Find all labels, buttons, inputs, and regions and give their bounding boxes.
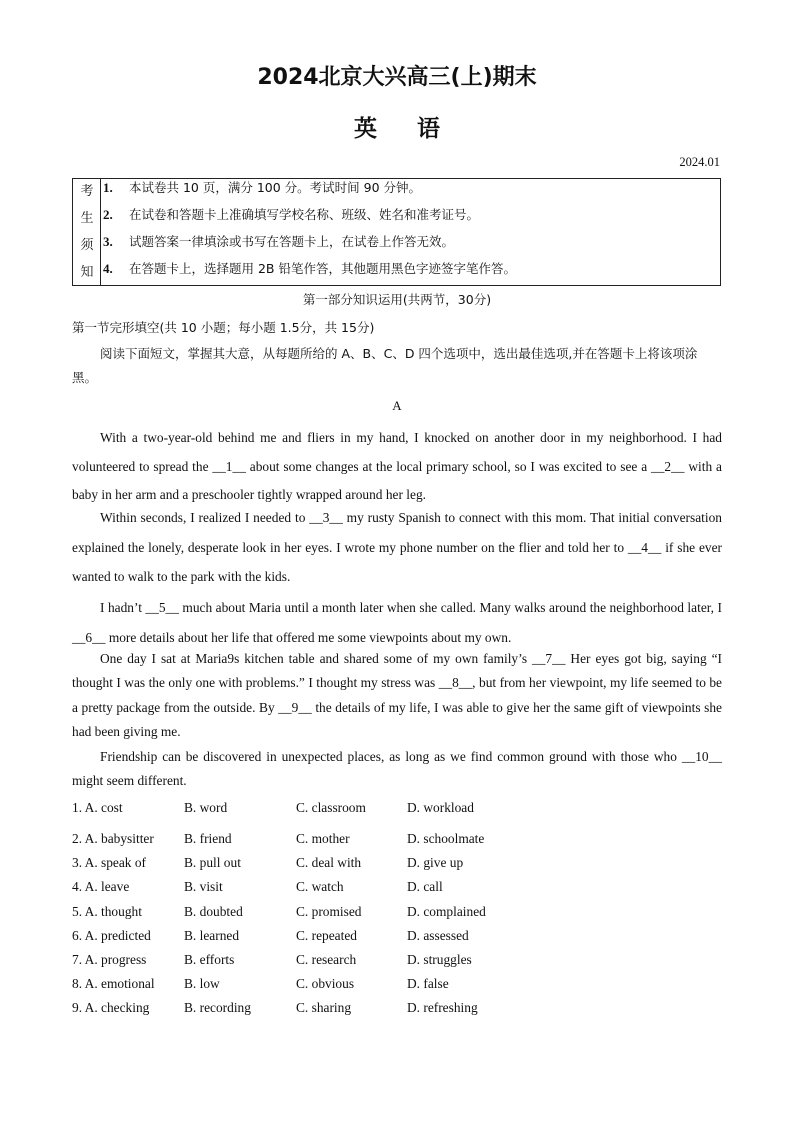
notice-side-char: 知 — [80, 265, 94, 280]
option-d: D. struggles — [407, 952, 472, 967]
question-options — [72, 952, 722, 972]
option-d: D. call — [407, 879, 443, 894]
option-a: 5. A. thought — [72, 904, 142, 919]
option-a: 9. A. checking — [72, 1000, 150, 1015]
instructions: 阅读下面短文，掌握其大意，从每题所给的 A、B、C、D 四个选项中，选出最佳选项,并在答题卡上将该项涂黑。 — [72, 346, 698, 385]
notice-item-text: 试题答案一律填涂或书写在答题卡上，在试卷上作答无效。 — [129, 234, 455, 249]
option-c: C. sharing — [296, 1000, 352, 1015]
question-options — [72, 855, 722, 875]
option-b: B. word — [184, 800, 228, 815]
option-a: 2. A. babysitter — [72, 831, 154, 846]
notice-item-text: 在答题卡上，选择题用 2B 铅笔作答，其他题用黑色字迹签字笔作答。 — [129, 261, 516, 276]
question-options — [72, 800, 722, 820]
question-options — [72, 879, 722, 899]
part-title: 第一部分知识运用(共两节，30分) — [302, 292, 492, 307]
option-b: B. low — [184, 976, 220, 991]
option-b: B. recording — [184, 1000, 251, 1015]
candidate-notice-box — [72, 178, 721, 286]
option-c: C. classroom — [296, 800, 366, 815]
notice-item-text: 在试卷和答题卡上准确填写学校名称、班级、姓名和准考证号。 — [129, 207, 480, 222]
option-c: C. repeated — [296, 928, 357, 943]
notice-item — [101, 179, 421, 206]
notice-item-number: 4. — [103, 261, 113, 276]
option-d: D. refreshing — [407, 1000, 478, 1015]
option-d: D. false — [407, 976, 449, 991]
option-a: 1. A. cost — [72, 800, 123, 815]
option-b: B. friend — [184, 831, 232, 846]
option-a: 7. A. progress — [72, 952, 147, 967]
option-b: B. pull out — [184, 855, 241, 870]
option-c: C. research — [296, 952, 357, 967]
option-b: B. visit — [184, 879, 223, 894]
subject-title: 英 语 — [353, 116, 440, 142]
option-d: D. give up — [407, 855, 464, 870]
option-a: 3. A. speak of — [72, 855, 147, 870]
option-b: B. learned — [184, 928, 240, 943]
notice-item — [101, 260, 516, 287]
notice-side-char: 须 — [80, 238, 94, 253]
option-c: C. mother — [296, 831, 350, 846]
passage-paragraph: I hadn’t __5__ much about Maria until a month later when she called. Many walks around the neighborhood later, I __6__ more details about her life that offered me some viewpoints about my own. — [72, 600, 722, 645]
notice-side-char: 考 — [80, 184, 94, 199]
section-title: 第一节完形填空(共 10 小题；每小题 1.5分，共 15分) — [72, 320, 375, 335]
option-c: C. obvious — [296, 976, 355, 991]
passage-paragraph: With a two-year-old behind me and fliers in my hand, I knocked on another door in my neighborhood. I had volunteered to spread the __1__ about some changes at the local primary school, so I was excited to see a __2__ with a baby in her arm and a preschooler tightly wrapped around her leg. — [72, 430, 722, 502]
notice-item-number: 2. — [103, 207, 113, 222]
notice-item-text: 本试卷共 10 页，满分 100 分。考试时间 90 分钟。 — [129, 180, 422, 195]
question-options — [72, 904, 722, 924]
passage-paragraph: Friendship can be discovered in unexpected places, as long as we find common ground with those who __10__ might seem different. — [72, 749, 722, 788]
passage-paragraph: One day I sat at Maria9s kitchen table and shared some of my own family’s __7__ Her eyes got big, saying “I thought I was the only one with problems.” I thought my stress was __8__, but from her viewpoint, my life seemed to be a pretty package from the outside. By __9__ the details of my life, I was able to give her the same gift of viewpoints she had been giving me. — [72, 651, 722, 740]
option-d: D. assessed — [407, 928, 469, 943]
question-options — [72, 1000, 722, 1020]
notice-item — [101, 206, 479, 233]
passage-paragraph: Within seconds, I realized I needed to __3__ my rusty Spanish to connect with this mom. That initial conversation explained the lonely, desperate look in her eyes. I wrote my phone number on the flier and told her to __4__ if she ever wanted to walk to the park with the kids. — [72, 510, 722, 584]
option-c: C. promised — [296, 904, 362, 919]
option-c: C. watch — [296, 879, 344, 894]
option-d: D. schoolmate — [407, 831, 485, 846]
notice-side-label — [73, 179, 101, 285]
exam-date: 2024.01 — [679, 155, 720, 169]
question-options — [72, 831, 722, 851]
question-options — [72, 928, 722, 948]
question-options — [72, 976, 722, 996]
passage-label: A — [392, 398, 402, 413]
option-d: D. workload — [407, 800, 474, 815]
notice-item — [101, 233, 454, 260]
option-a: 4. A. leave — [72, 879, 130, 894]
option-b: B. efforts — [184, 952, 235, 967]
exam-title: 2024北京大兴高三(上)期末 — [257, 65, 537, 90]
option-a: 8. A. emotional — [72, 976, 155, 991]
notice-item-number: 1. — [103, 180, 113, 195]
notice-item-number: 3. — [103, 234, 113, 249]
option-a: 6. A. predicted — [72, 928, 151, 943]
notice-side-char: 生 — [80, 211, 94, 226]
option-b: B. doubted — [184, 904, 243, 919]
option-d: D. complained — [407, 904, 486, 919]
option-c: C. deal with — [296, 855, 362, 870]
